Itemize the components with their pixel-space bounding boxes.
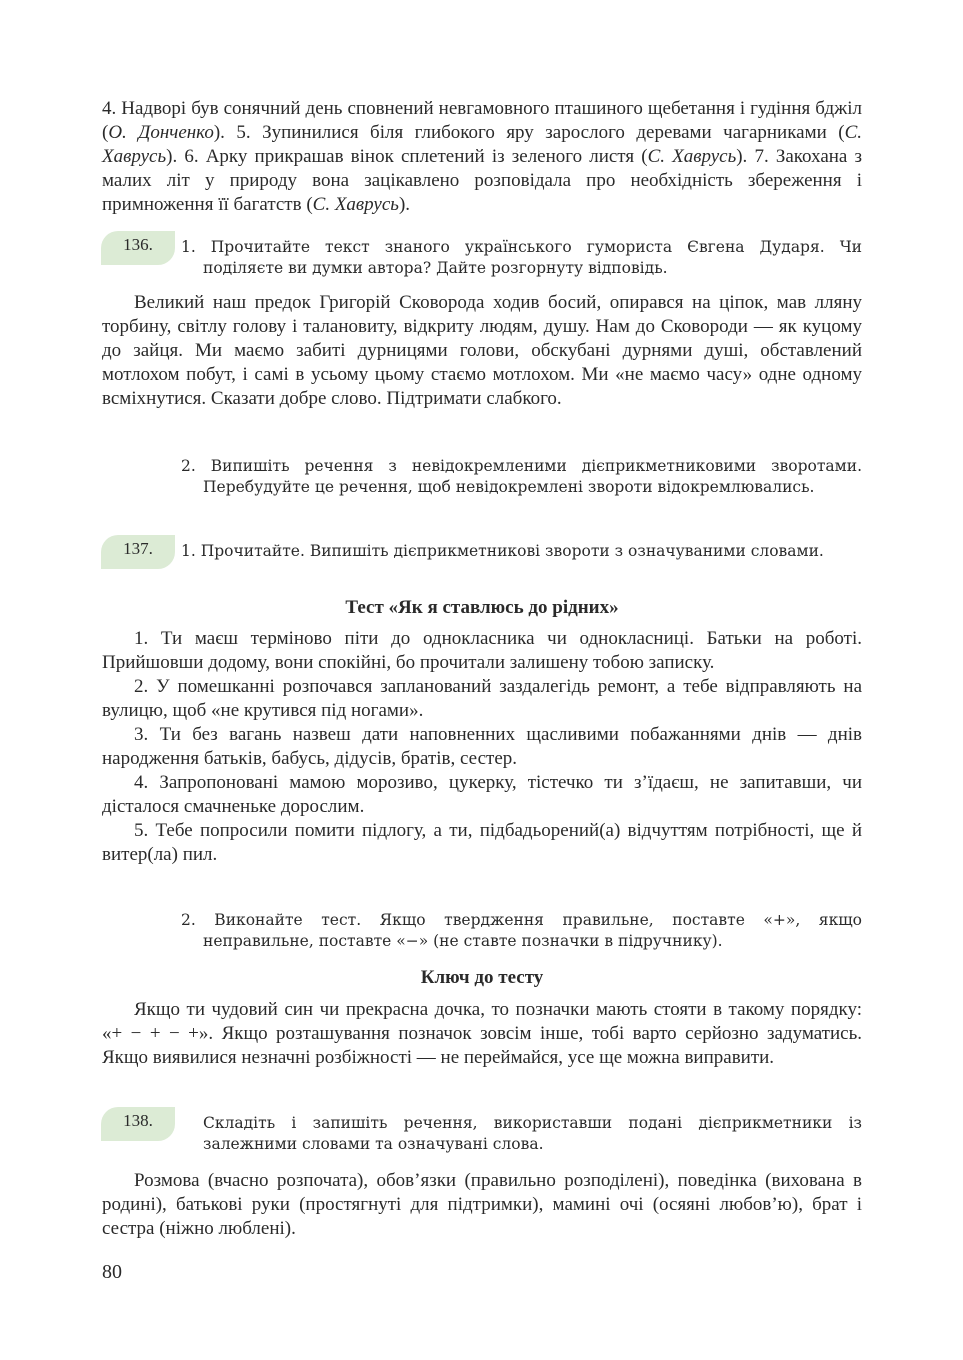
exercise-136-task-2: 2. Випишіть речення з невідокремленими дієприкметниковими зворотами. Перебудуйте це речення, щоб невідокремлені звороти відокремлювались. [181, 457, 862, 496]
intro-paragraph: 4. Надворі був сонячний день сповнений невгамовного пташиного щебетання і гудіння бджіл (О. Донченко). 5. Зупинилися біля глибокого яру зарослого деревами чагарниками (С. Хаврусь). 6. Арку прикрашав вінок сплетений із зеленого листя (С. Хаврусь). 7. Закохана з малих літ у природу вона зацікавлено розповідала про необхідність збереження і примноження її багатств (С. Хаврусь). [102, 98, 862, 215]
author-name: О. Донченко [108, 122, 214, 143]
author-name: С. Хаврусь [647, 146, 737, 167]
author-name: С. Хаврусь [312, 194, 399, 215]
exercise-138-text: Розмова (вчасно розпочата), обов’язки (правильно розподілені), поведінка (вихована в родині), батькові руки (простягнуті для підтримки), мамині очі (осяяні любов’ю), брат і сестра (ніжно люблені). [102, 1170, 862, 1239]
test-item: 5. Тебе попросили помити підлогу, а ти, підбадьорений(а) відчуттям потрібності, ще й витер(ла) пил. [102, 820, 862, 865]
test-item: 3. Ти без вагань назвеш дати наповненних щасливими побажаннями днів — днів народження батьків, бабусь, дідусів, братів, сестер. [102, 724, 862, 769]
exercise-136-text: Великий наш предок Григорій Сковорода ходив босий, опирався на ціпок, мав лляну торбину, світлу голову і талановиту, відкриту людям, душу. Нам до Сковороди — як куцому до зайця. Ми маємо забиті дурницями голови, обскубані дурнями душі, обставлений мотлохом побут, і самі в усьому цьому стаємо мотлохом. Ми «не маємо часу» одне одному всміхнутися. Сказати добре слово. Підтримати слабкого. [102, 292, 862, 409]
exercise-137-task-1: 1. Прочитайте. Випишіть дієприкметникові звороти з означуваними словами. [181, 542, 824, 560]
test-item: 1. Ти маєш терміново піти до однокласника чи однокласниці. Батьки на роботі. Прийшовши додому, вони спокійні, бо прочитали залишену тобою записку. [102, 628, 862, 673]
exercise-number-138: 138. [101, 1107, 175, 1141]
test-item: 4. Запропоновані мамою морозиво, цукерку, тістечко ти з’їдаєш, не запитавши, чи дісталося смачненьке дорослим. [102, 772, 862, 817]
page-number: 80 [102, 1261, 122, 1283]
test-items [102, 627, 862, 867]
author-name: С. Хаврусь [102, 122, 862, 167]
exercise-138-task: Складіть і запишіть речення, використавши подані дієприкметники із залежними словами та означувані слова. [203, 1114, 862, 1153]
key-heading: Ключ до тесту [420, 967, 544, 988]
exercise-136-task-1: 1. Прочитайте текст знаного українського гумориста Євгена Дударя. Чи поділяєте ви думки автора? Дайте розгорнуту відповідь. [181, 238, 862, 277]
exercise-number-137: 137. [101, 535, 175, 569]
exercise-number-136: 136. [101, 231, 175, 265]
key-text: Якщо ти чудовий син чи прекрасна дочка, то позначки мають стояти в такому порядку: «+ − + − +». Якщо розташування позначок зовсім інше, тобі варто серйозно задуматись. Якщо виявилися незначні розбіжності — не переймайся, усе ще можна виправити. [102, 999, 862, 1068]
test-heading: Тест «Як я ставлюсь до рідних» [345, 597, 619, 618]
exercise-137-task-2: 2. Виконайте тест. Якщо твердження правильне, поставте «+», якщо неправильне, поставте «−» (не ставте позначки в підручнику). [181, 911, 862, 950]
test-item: 2. У помешканні розпочався запланований заздалегідь ремонт, а тебе відправляють на вулицю, щоб «не крутився під ногами». [102, 676, 862, 721]
